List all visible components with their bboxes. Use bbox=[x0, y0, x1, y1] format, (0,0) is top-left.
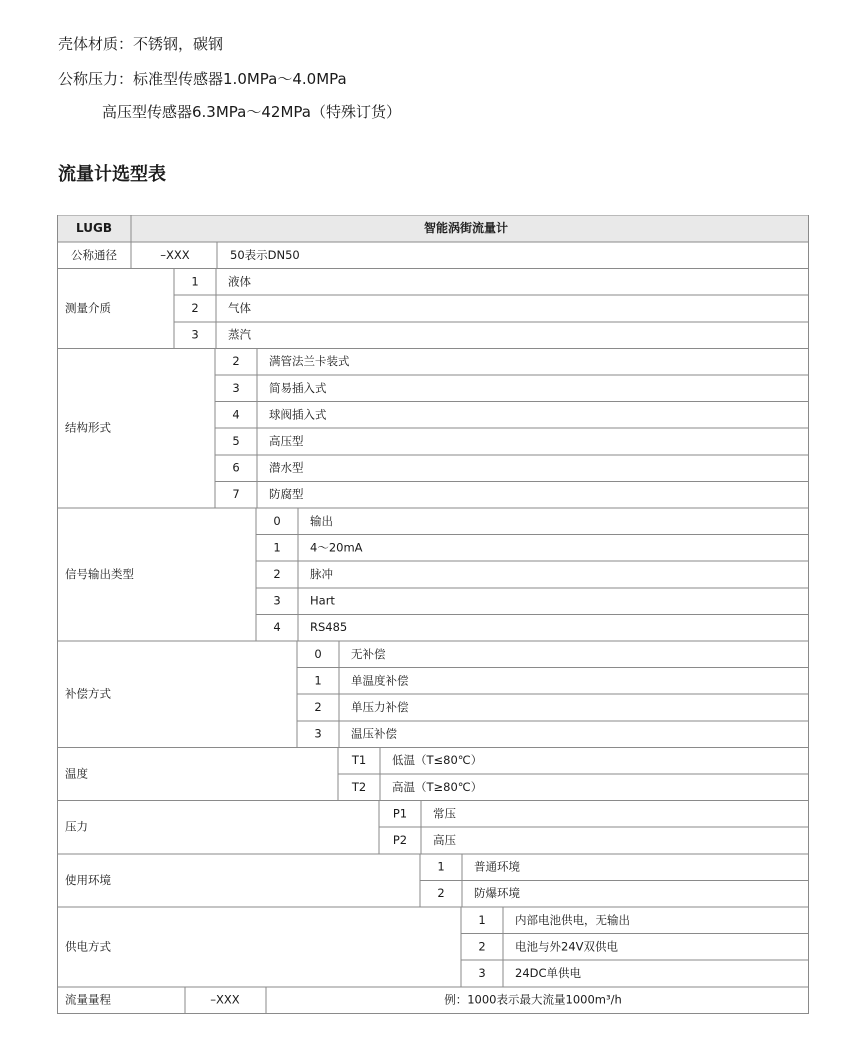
option-code: 3 bbox=[314, 726, 322, 741]
option-desc: 高压 bbox=[433, 833, 456, 847]
group-label: 温度 bbox=[65, 766, 88, 781]
intro-high-pressure: 高压型传感器6.3MPa～42MPa（特殊订货） bbox=[102, 103, 401, 121]
option-desc: 普通环境 bbox=[474, 859, 520, 874]
option-desc: 球阀插入式 bbox=[269, 407, 327, 422]
selection-table bbox=[57, 215, 809, 1015]
option-desc: 高温（T≥80℃） bbox=[392, 779, 483, 794]
group-label: 信号输出类型 bbox=[65, 567, 134, 581]
option-code: 0 bbox=[314, 646, 322, 661]
option-desc: 脉冲 bbox=[310, 567, 333, 581]
intro-shell-material: 壳体材质：不锈钢，碳钢 bbox=[58, 35, 224, 53]
group-label: 测量介质 bbox=[65, 301, 111, 315]
option-code: 1 bbox=[314, 673, 322, 688]
intro-nominal-pressure: 公称压力：标准型传感器1.0MPa～4.0MPa bbox=[58, 70, 347, 88]
option-desc: 单压力补偿 bbox=[351, 700, 409, 714]
range-code: –XXX bbox=[210, 992, 240, 1007]
option-code: T1 bbox=[351, 753, 367, 768]
option-desc: Hart bbox=[310, 593, 335, 608]
option-code: T2 bbox=[351, 779, 367, 794]
option-code: P1 bbox=[392, 806, 408, 821]
option-code: 0 bbox=[273, 513, 281, 528]
option-desc: 高压型 bbox=[269, 434, 304, 448]
option-code: 3 bbox=[273, 593, 281, 608]
option-desc: 低温（T≤80℃） bbox=[392, 753, 483, 768]
option-code: 5 bbox=[232, 434, 240, 448]
option-desc: 常压 bbox=[433, 806, 456, 821]
option-desc: RS485 bbox=[310, 620, 348, 635]
option-code: 2 bbox=[478, 939, 486, 954]
option-code: 1 bbox=[437, 859, 445, 874]
option-desc: 内部电池供电，无输出 bbox=[515, 912, 630, 927]
option-code: 2 bbox=[437, 886, 445, 901]
option-desc: 液体 bbox=[228, 274, 251, 289]
option-desc: 满管法兰卡装式 bbox=[269, 354, 350, 369]
option-code: 1 bbox=[478, 912, 486, 927]
option-code: 4 bbox=[273, 620, 281, 635]
range-desc: 例：1000表示最大流量1000m³/h bbox=[444, 992, 622, 1007]
option-desc: 简易插入式 bbox=[269, 380, 327, 395]
option-desc: 输出 bbox=[310, 513, 333, 528]
option-code: 2 bbox=[191, 301, 199, 315]
option-code: 3 bbox=[232, 380, 240, 395]
option-desc: 气体 bbox=[228, 301, 251, 315]
option-code: 7 bbox=[232, 487, 240, 502]
option-desc: 电池与外24V双供电 bbox=[515, 939, 618, 954]
option-code: 6 bbox=[232, 460, 240, 475]
group-label: 补偿方式 bbox=[65, 686, 111, 701]
option-code: 3 bbox=[478, 966, 486, 980]
option-desc: 防爆环境 bbox=[474, 886, 520, 901]
option-code: P2 bbox=[392, 833, 408, 847]
table-header-title: 智能涡街流量计 bbox=[423, 221, 509, 235]
group-label: 压力 bbox=[65, 819, 88, 834]
option-code: 1 bbox=[273, 540, 281, 555]
option-code: 4 bbox=[232, 407, 240, 422]
nominal-desc: 50表示DN50 bbox=[230, 247, 300, 262]
group-label: 供电方式 bbox=[65, 939, 111, 954]
group-label: 使用环境 bbox=[65, 872, 111, 887]
option-desc: 无补偿 bbox=[351, 646, 386, 661]
option-code: 2 bbox=[273, 567, 281, 581]
option-code: 1 bbox=[191, 274, 199, 289]
option-desc: 4～20mA bbox=[310, 540, 363, 555]
table-header-code: LUGB bbox=[76, 221, 112, 235]
option-desc: 蒸汽 bbox=[228, 327, 251, 342]
section-title: 流量计选型表 bbox=[58, 164, 166, 185]
option-desc: 潜水型 bbox=[269, 460, 304, 475]
option-code: 2 bbox=[314, 700, 322, 714]
option-desc: 单温度补偿 bbox=[351, 673, 409, 688]
option-desc: 防腐型 bbox=[269, 487, 304, 502]
nominal-label: 公称通径 bbox=[71, 247, 117, 262]
option-code: 2 bbox=[232, 354, 240, 369]
option-desc: 温压补偿 bbox=[351, 726, 397, 741]
nominal-code: –XXX bbox=[160, 247, 190, 262]
option-desc: 24DC单供电 bbox=[515, 966, 582, 980]
range-label: 流量量程 bbox=[65, 992, 111, 1007]
option-code: 3 bbox=[191, 327, 199, 342]
group-label: 结构形式 bbox=[65, 420, 111, 435]
